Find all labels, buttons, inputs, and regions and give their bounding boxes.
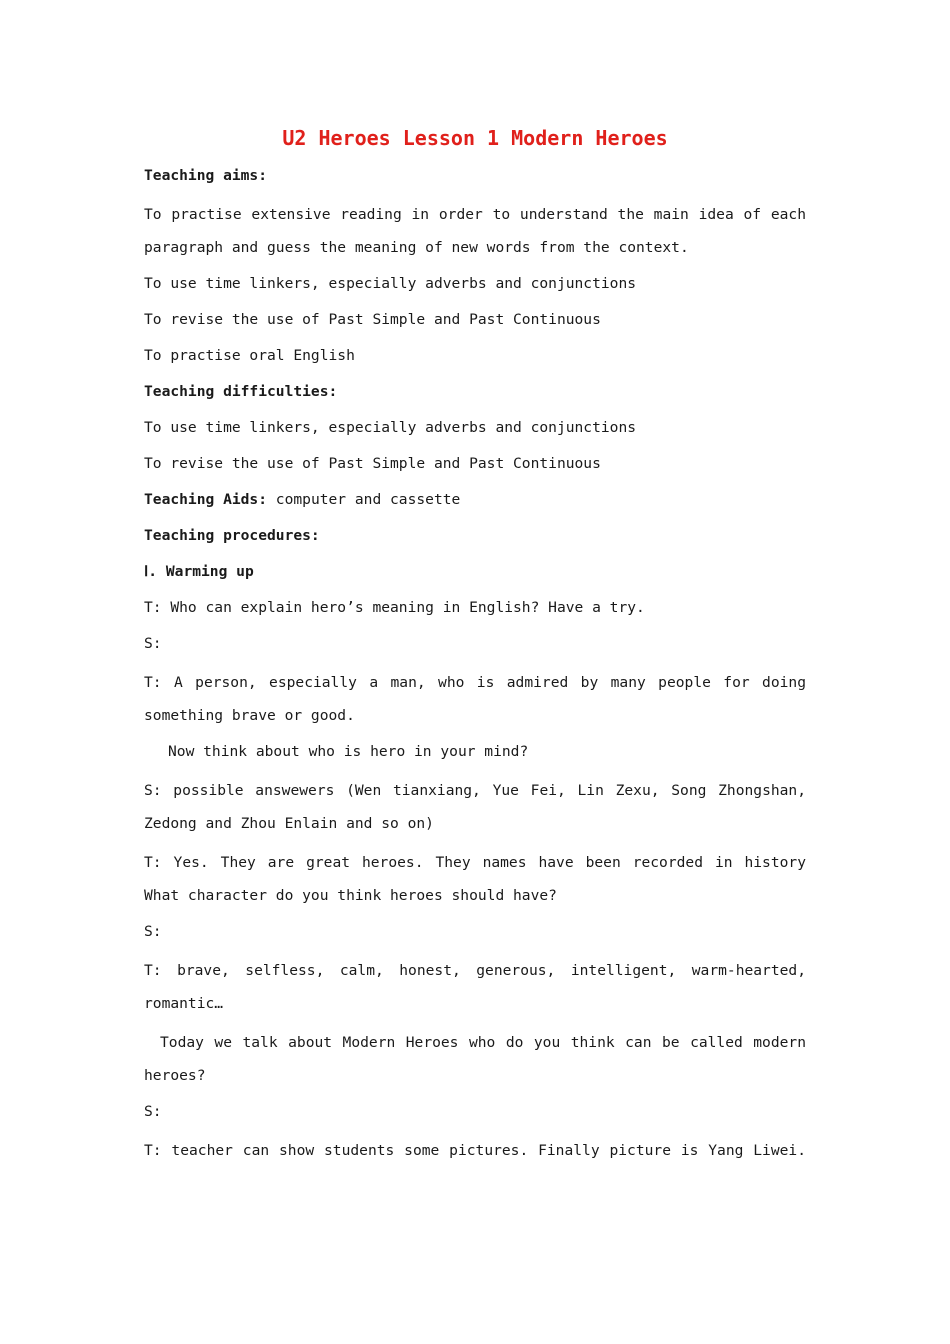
difficulty-line-2: To revise the use of Past Simple and Past Continuous — [144, 455, 601, 472]
dialogue-line-16: T: teacher can show students some pictures. Finally picture is Yang Liwei. — [144, 1142, 806, 1159]
dialogue-line-4: something brave or good. — [144, 707, 355, 724]
teaching-aids-line — [144, 482, 806, 518]
dialogue-line-5: Now think about who is hero in your mind? — [168, 743, 529, 760]
teaching-difficulties-heading: Teaching difficulties: — [144, 383, 338, 400]
dialogue-line-8: T: Yes. They are great heroes. They names have been recorded in history — [144, 854, 806, 871]
teaching-aids-value: computer and cassette — [267, 491, 461, 508]
aim-line-2: paragraph and guess the meaning of new words from the context. — [144, 239, 689, 256]
dialogue-line-14: heroes? — [144, 1067, 206, 1084]
dialogue-line-15: S: — [144, 1103, 162, 1120]
teaching-procedures-heading: Teaching procedures: — [144, 527, 320, 544]
dialogue-line-2: S: — [144, 635, 162, 652]
warming-up-heading: Ⅰ. Warming up — [144, 563, 254, 580]
teaching-aids-label: Teaching Aids: — [144, 491, 268, 508]
dialogue-line-10: S: — [144, 923, 162, 940]
dialogue-line-9: What character do you think heroes should have? — [144, 887, 557, 904]
dialogue-line-1: T: Who can explain hero’s meaning in English? Have a try. — [144, 599, 645, 616]
aim-line-5: To practise oral English — [144, 347, 355, 364]
aim-line-4: To revise the use of Past Simple and Past Continuous — [144, 311, 601, 328]
dialogue-line-12: romantic… — [144, 995, 224, 1012]
dialogue-line-13: Today we talk about Modern Heroes who do you think can be called modern — [160, 1034, 806, 1051]
document-page — [144, 118, 806, 1166]
document-title: U2 Heroes Lesson 1 Modern Heroes — [282, 126, 668, 150]
dialogue-line-6: S: possible answewers (Wen tianxiang, Yue Fei, Lin Zexu, Song Zhongshan, — [144, 782, 806, 799]
teaching-aims-heading: Teaching aims: — [144, 167, 268, 184]
difficulty-line-1: To use time linkers, especially adverbs and conjunctions — [144, 419, 637, 436]
dialogue-line-7: Zedong and Zhou Enlain and so on) — [144, 815, 434, 832]
aim-line-1: To practise extensive reading in order to understand the main idea of each — [144, 206, 806, 223]
dialogue-line-11: T: brave, selfless, calm, honest, generous, intelligent, warm-hearted, — [144, 962, 806, 979]
aim-line-3: To use time linkers, especially adverbs and conjunctions — [144, 275, 637, 292]
dialogue-line-3: T: A person, especially a man, who is admired by many people for doing — [144, 674, 806, 691]
